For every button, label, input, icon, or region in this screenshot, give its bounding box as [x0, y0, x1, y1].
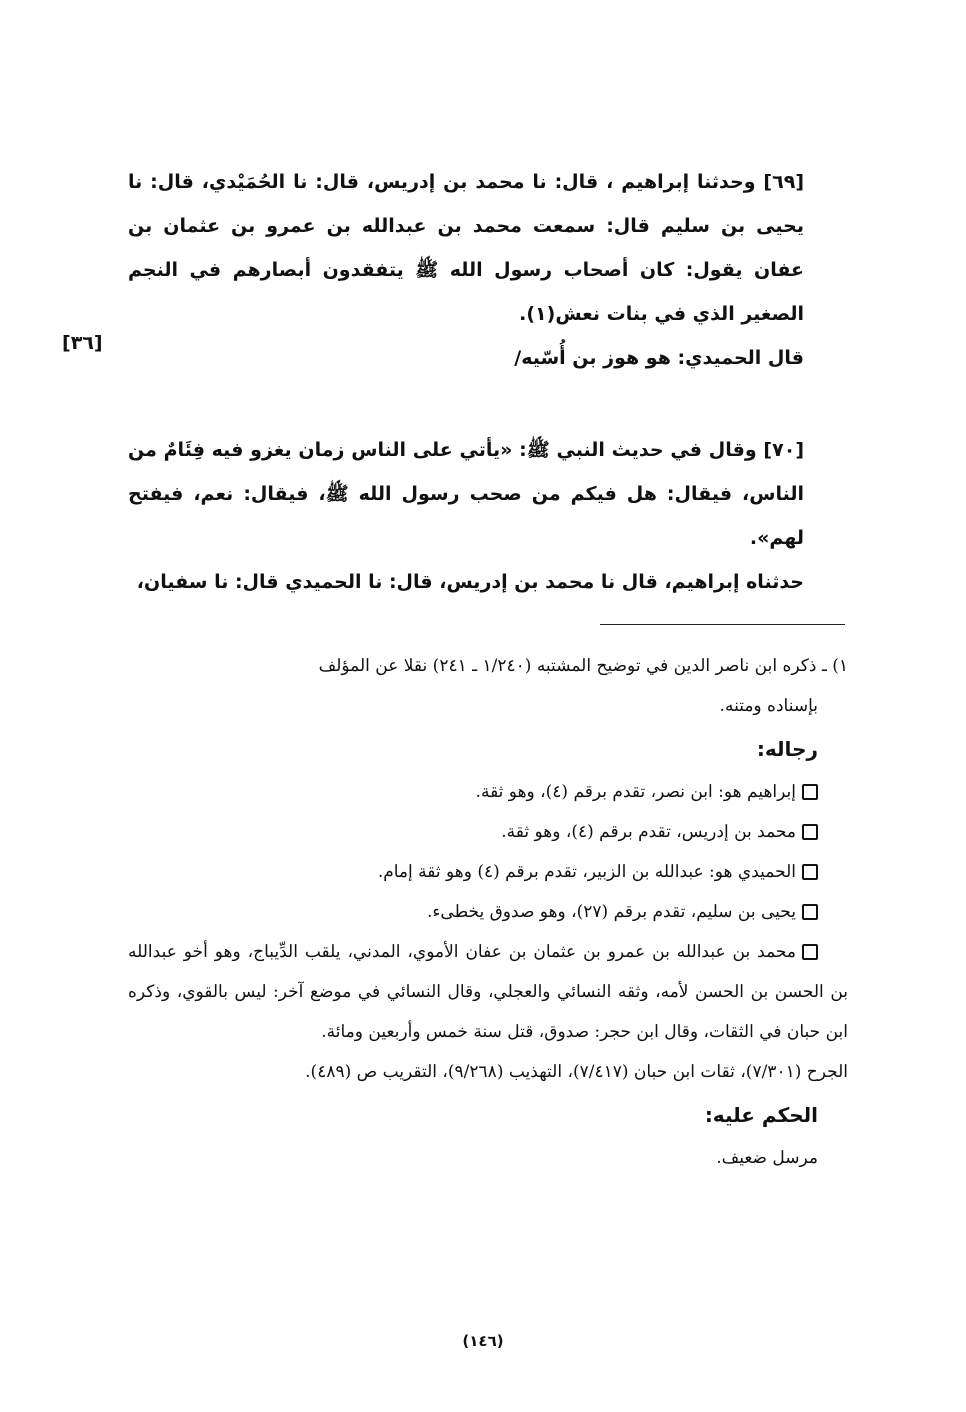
narrator-item — [128, 892, 848, 932]
narrator-text: إبراهيم هو: ابن نصر، تقدم برقم (٤)، وهو ثقة. — [475, 782, 796, 802]
humaydi-comment: قال الحميدي: هو هوز بن أُسّيه/ — [514, 347, 804, 369]
narrator-item — [128, 812, 848, 852]
hadith-69-text: [٦٩] وحدثنا إبراهيم ، قال: نا محمد بن إدريس، قال: نا الحُمَيْدي، قال: نا يحيى بن سليم قال: سمعت محمد بن عبدالله بن عمرو بن عثمان بن عفان يقول: كان أصحاب رسول الله ﷺ يتفقدون أبصارهم في النجم الصغير الذي في بنات نعش(١). — [128, 171, 804, 325]
footnotes — [128, 646, 848, 1178]
checkbox-icon — [802, 904, 818, 920]
hadith-69 — [128, 160, 848, 380]
checkbox-icon — [802, 944, 818, 960]
page-number: (١٤٦) — [462, 1332, 504, 1350]
footnote-separator — [600, 624, 845, 625]
footnote-1-line-2: بإسناده ومتنه. — [719, 696, 818, 716]
narrator-item — [128, 932, 848, 1052]
narrator-text: محمد بن إدريس، تقدم برقم (٤)، وهو ثقة. — [501, 822, 796, 842]
hadith-70-text: [٧٠] وقال في حديث النبي ﷺ: «يأتي على الناس زمان يغزو فيه فِئَامٌ من الناس، فيقال: هل فيكم من صحب رسول الله ﷺ، فيقال: نعم، فيفتح لهم». — [128, 439, 804, 549]
hadith-70 — [128, 428, 848, 604]
rijal-heading: رجاله: — [756, 737, 818, 761]
checkbox-icon — [802, 864, 818, 880]
narrator-text: الحميدي هو: عبدالله بن الزبير، تقدم برقم (٤) وهو ثقة إمام. — [377, 862, 796, 882]
narrator-item — [128, 772, 848, 812]
checkbox-icon — [802, 824, 818, 840]
narrator-item — [128, 852, 848, 892]
narrator-text: محمد بن عبدالله بن عمرو بن عثمان بن عفان الأموي، المدني، يلقب الدِّيباج، وهو أخو عبدالله بن الحسن بن الحسن لأمه، وثقه النسائي والعجلي، وقال النسائي في موضع آخر: ليس بالقوي، وذكره ابن حبان في الثقات، وقال ابن حجر: صدوق، قتل سنة خمس وأربعين ومائة. — [128, 942, 848, 1042]
sources-line: الجرح (٧/٣٠١)، ثقات ابن حبان (٧/٤١٧)، التهذيب (٩/٢٦٨)، التقريب ص (٤٨٩). — [305, 1062, 848, 1082]
narrator-text: يحيى بن سليم، تقدم برقم (٢٧)، وهو صدوق يخطىء. — [427, 902, 796, 922]
margin-manuscript-ref: [٣٦] — [62, 332, 103, 354]
hadith-70-isnad: حدثناه إبراهيم، قال نا محمد بن إدريس، قال: نا الحميدي قال: نا سفيان، — [136, 571, 804, 593]
ruling-heading: الحكم عليه: — [704, 1103, 818, 1127]
footnote-1-line-1: ١) ـ ذكره ابن ناصر الدين في توضيح المشتبه (١/٢٤٠ ـ ٢٤١) نقلا عن المؤلف — [318, 656, 848, 676]
checkbox-icon — [802, 784, 818, 800]
ruling-text: مرسل ضعيف. — [716, 1148, 818, 1168]
